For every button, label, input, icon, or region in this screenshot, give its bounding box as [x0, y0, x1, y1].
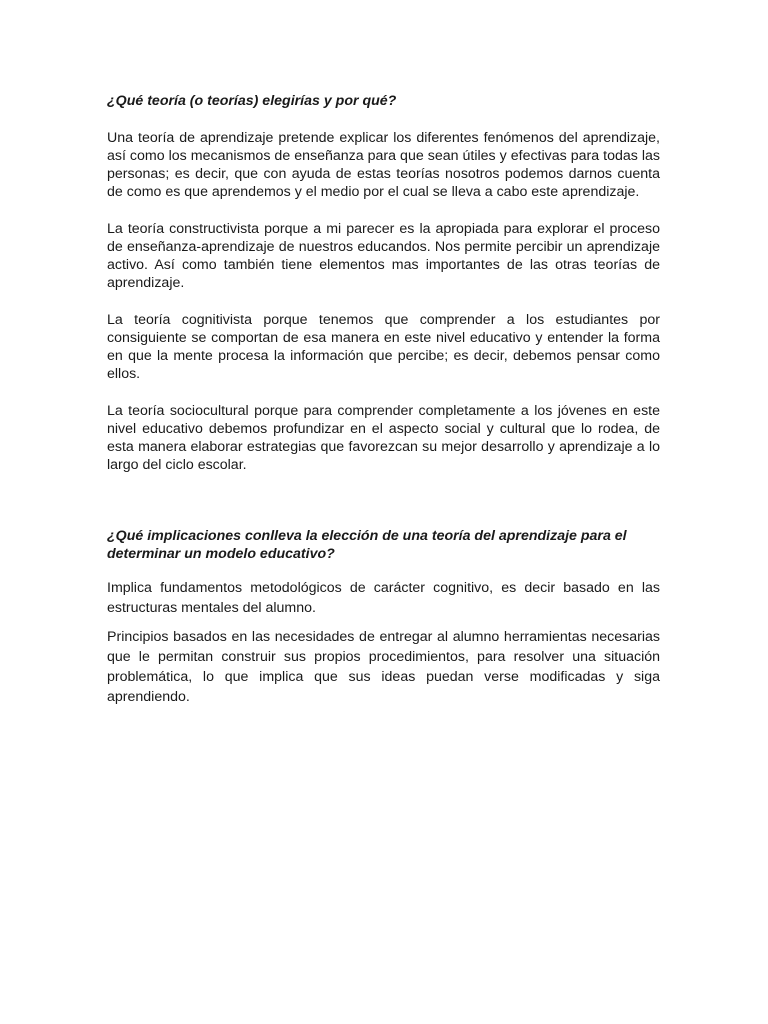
- paragraph-learning-theory: Una teoría de aprendizaje pretende explicar los diferentes fenómenos del aprendizaje, así como los mecanismos de enseñanza para que sean útiles y efectivas para todas las personas; es decir, que con ayuda de estas teorías nosotros podemos darnos cuenta de como es que aprendemos y el medio por el cual se lleva a cabo este aprendizaje.: [107, 130, 660, 200]
- document-page: [107, 92, 660, 707]
- paragraph-constructivist: La teoría constructivista porque a mi parecer es la apropiada para explorar el proceso de enseñanza-aprendizaje de nuestros educandos. Nos permite percibir un aprendizaje activo. Así como también tiene elementos mas importantes de las otras teorías de aprendizaje.: [107, 221, 660, 291]
- paragraph-cognitivist: La teoría cognitivista porque tenemos que comprender a los estudiantes por consiguiente se comportan de esa manera en este nivel educativo y entender la forma en que la mente procesa la información que percibe; es decir, debemos pensar como ellos.: [107, 312, 660, 382]
- paragraph-sociocultural: La teoría sociocultural porque para comprender completamente a los jóvenes en este nivel educativo debemos profundizar en el aspecto social y cultural que lo rodea, de esta manera elaborar estrategias que favorezcan su mejor desarrollo y aprendizaje a lo largo del ciclo escolar.: [107, 403, 660, 473]
- paragraph-principles: Principios basados en las necesidades de entregar al alumno herramientas necesarias que le permitan construir sus propios procedimientos, para resolver una situación problemática, lo que implica que sus ideas puedan verse modificadas y siga aprendiendo.: [107, 629, 660, 705]
- paragraph-implications: Implica fundamentos metodológicos de carácter cognitivo, es decir basado en las estructuras mentales del alumno.: [107, 580, 660, 616]
- question-heading-2: ¿Qué implicaciones conlleva la elección de una teoría del aprendizaje para el determinar un modelo educativo?: [107, 528, 627, 562]
- question-heading-1: ¿Qué teoría (o teorías) elegirías y por qué?: [107, 93, 397, 109]
